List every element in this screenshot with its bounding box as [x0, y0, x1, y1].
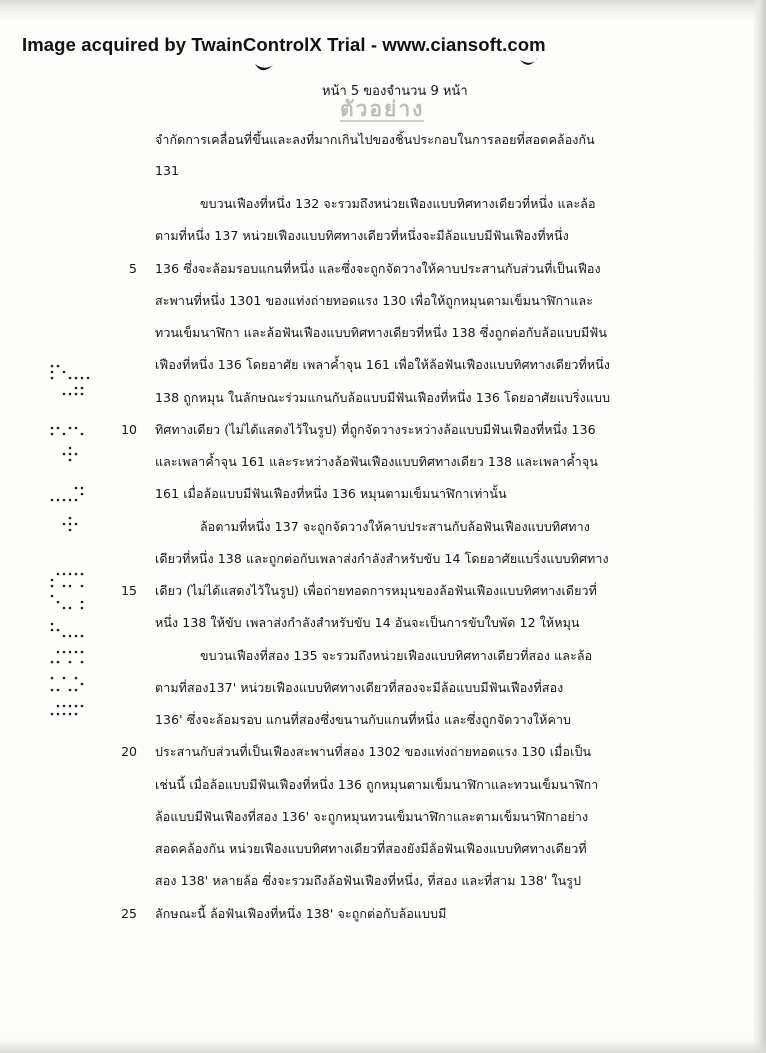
text-line: สะพานที่หนึ่ง 1301 ของแท่งถ่ายทอดแรง 130 เพื่อให้ถูกหมุนตามเข็มนาฬิกาและ: [155, 293, 594, 308]
text-line: เดียวที่หนึ่ง 138 และถูกต่อกับเพลาส่งกำลังสำหรับขับ 14 โดยอาศัยแบริ่งแบบทิศทาง: [155, 551, 609, 566]
line-number: 10: [121, 422, 137, 437]
text-line: ทิศทางเดียว (ไม่ได้แสดงไว้ในรูป) ที่ถูกจัดวางระหว่างล้อแบบมีฟันเฟืองที่หนึ่ง 136: [155, 422, 596, 437]
text-line: 136' ซึ่งจะล้อมรอบ แกนที่สองซึ่งขนานกับแกนที่หนึ่ง และซึ่งถูกจัดวางให้คาบ: [155, 712, 572, 727]
text-line: ขบวนเฟืองที่หนึ่ง 132 จะรวมถึงหน่วยเฟืองแบบทิศทางเดียวที่หนึ่ง และล้อ: [200, 196, 596, 211]
dot-cluster: [63, 387, 84, 396]
dot-cluster: [51, 573, 84, 588]
dot-cluster: [51, 705, 84, 716]
text-line: ประสานกับส่วนที่เป็นเฟืองสะพานที่สอง 1302 ของแท่งถ่ายทอดแรง 130 เมื่อเป็น: [155, 744, 592, 759]
text-line: หนึ่ง 138 ให้ขับ เพลาส่งกำลังสำหรับขับ 14 อันจะเป็นการขับใบพัด 12 ให้หมุน: [155, 615, 580, 630]
dot-cluster: [51, 595, 84, 610]
text-line: เช่นนี้ เมื่อล้อแบบมีฟันเฟืองที่หนึ่ง 136 ถูกหมุนตามเข็มนาฬิกาและทวนเข็มนาฬิกา: [155, 777, 599, 792]
line-number: 20: [121, 744, 137, 759]
dot-cluster: [51, 623, 84, 638]
text-line: สอง 138' หลายล้อ ซึ่งจะรวมถึงล้อฟันเฟืองที่หนึ่ง, ที่สอง และที่สาม 138' ในรูป: [155, 873, 582, 888]
text-line: 161 เมื่อล้อแบบมีฟันเฟืองที่หนึ่ง 136 หมุนตามเข็มนาฬิกาเท่านั้น: [155, 486, 507, 501]
scan-edge-shadow-right: [752, 0, 766, 1053]
page-header: หน้า 5 ของจำนวน 9 หน้า: [322, 84, 468, 99]
dot-cluster: [51, 651, 84, 664]
punch-mark-left: [252, 62, 276, 74]
dot-cluster: [51, 487, 84, 502]
line-number: 5: [129, 261, 137, 276]
scan-edge-shadow-bottom: [0, 1039, 766, 1053]
text-line: และเพลาค้ำจุน 161 และระหว่างล้อฟันเฟืองแบบทิศทางเดียว 138 และเพลาค้ำจุน: [155, 454, 598, 469]
margin-dot-marks: [48, 362, 96, 722]
text-line: 131: [155, 163, 180, 178]
line-number: 25: [121, 906, 137, 921]
dot-cluster: [51, 427, 84, 436]
text-line: 136 ซึ่งจะล้อมรอบแกนที่หนึ่ง และซึ่งจะถูกจัดวางให้คาบประสานกับส่วนที่เป็นเฟือง: [155, 261, 601, 276]
line-number: 15: [121, 583, 137, 598]
text-line: สอดคล้องกัน หน่วยเฟืองแบบทิศทางเดียวที่สองยังมีล้อฟันเฟืองแบบทิศทางเดียวที่: [155, 841, 587, 856]
text-line: ขบวนเฟืองที่สอง 135 จะรวมถึงหน่วยเฟืองแบบทิศทางเดียวที่สอง และล้อ: [200, 648, 593, 663]
scan-edge-shadow: [0, 0, 766, 22]
text-line: ตามที่หนึ่ง 137 หน่วยเฟืองแบบทิศทางเดียวที่หนึ่งจะมีล้อแบบมีฟันเฟืองที่หนึ่ง: [155, 228, 569, 243]
text-line: ตามที่สอง137' หน่วยเฟืองแบบทิศทางเดียวที่สองจะมีล้อแบบมีฟันเฟืองที่สอง: [155, 680, 564, 695]
text-line: จำกัดการเคลื่อนที่ขึ้นและลงที่มากเกินไปของชิ้นประกอบในการลอยที่สอดคล้องกัน: [155, 132, 595, 147]
text-line: ล้อตามที่หนึ่ง 137 จะถูกจัดวางให้คาบประสานกับล้อฟันเฟืองแบบทิศทาง: [200, 519, 590, 534]
trial-watermark: Image acquired by TwainControlX Trial - www.ciansoft.com: [22, 34, 546, 55]
text-line: ลักษณะนี้ ล้อฟันเฟืองที่หนึ่ง 138' จะถูกต่อกับล้อแบบมี: [155, 906, 447, 921]
dot-cluster: [63, 447, 78, 462]
text-line: เดียว (ไม่ได้แสดงไว้ในรูป) เพื่อถ่ายทอดการหมุนของล้อฟันเฟืองแบบทิศทางเดียวที่: [155, 583, 597, 598]
sample-stamp: ตัวอย่าง: [340, 97, 425, 121]
punch-mark-right: [517, 56, 541, 68]
text-line: ล้อแบบมีฟันเฟืองที่สอง 136' จะถูกหมุนทวนเข็มนาฬิกาและตามเข็มนาฬิกาอย่าง: [155, 809, 589, 824]
dot-cluster: [63, 517, 78, 532]
text-line: 138 ถูกหมุน ในลักษณะร่วมแกนกับล้อแบบมีฟันเฟืองที่หนึ่ง 136 โดยอาศัยแบริ่งแบบ: [155, 390, 611, 405]
text-line: เฟืองที่หนึ่ง 136 โดยอาศัย เพลาค้ำจุน 161 เพื่อให้ล้อฟันเฟืองแบบทิศทางเดียวที่หนึ่ง: [155, 357, 611, 372]
text-line: ทวนเข็มนาฬิกา และล้อฟันเฟืองแบบทิศทางเดียวที่หนึ่ง 138 ซึ่งถูกต่อกับล้อแบบมีฟัน: [155, 325, 607, 340]
dot-cluster: [51, 365, 90, 380]
dot-cluster: [51, 677, 84, 692]
